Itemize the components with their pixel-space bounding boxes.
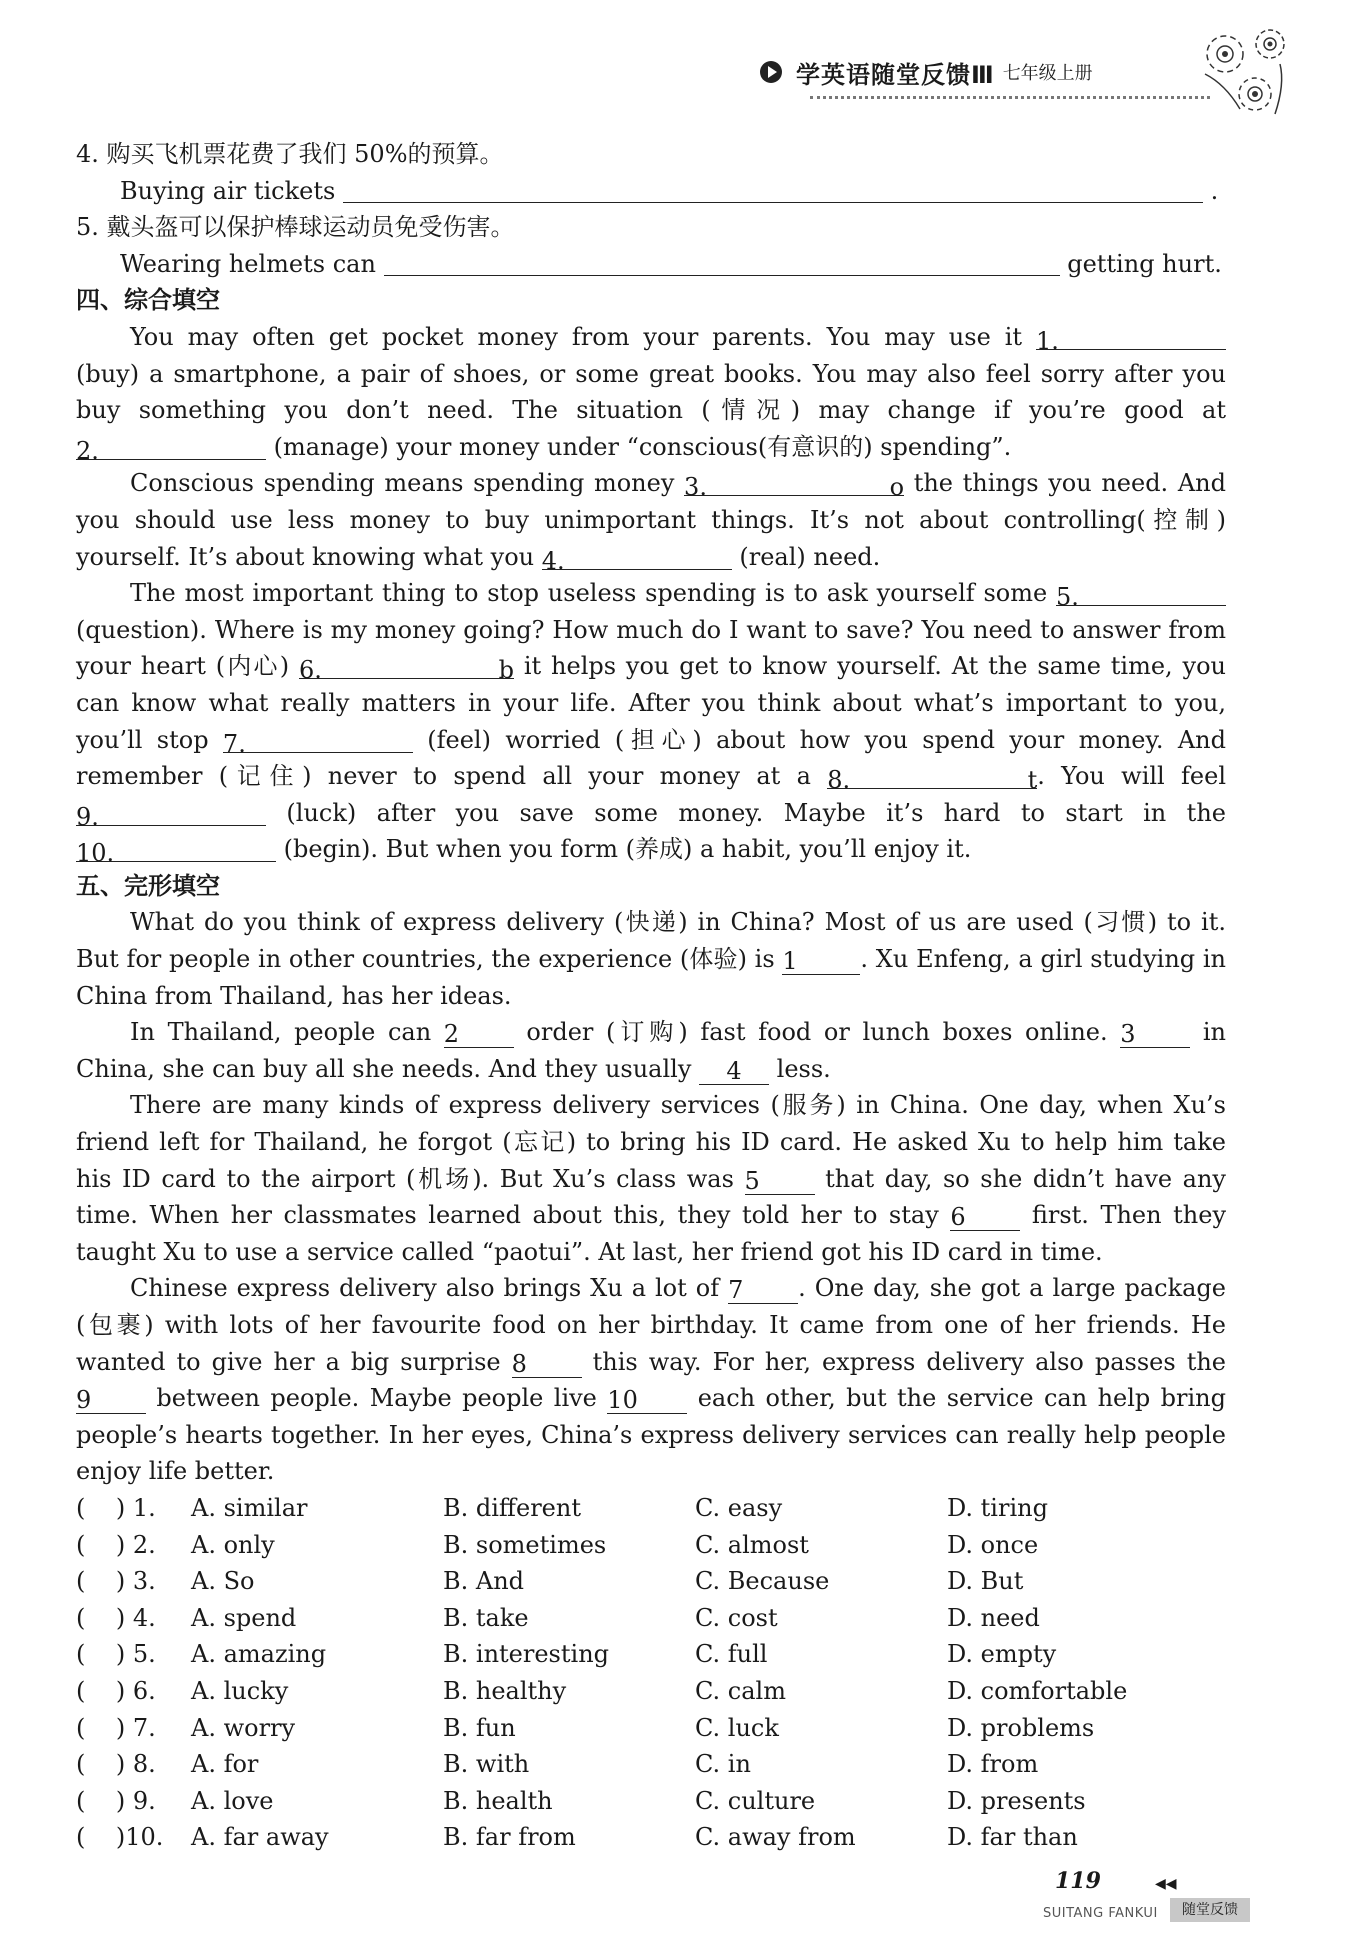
passage-line: In Thailand, people can 2 order (订购) fast food or lunch boxes online. 3 in xyxy=(130,1018,1226,1049)
option-c: C. culture xyxy=(695,1786,816,1815)
answer-blank[interactable] xyxy=(343,176,1203,203)
option-d: D. But xyxy=(947,1567,1024,1596)
passage-line: China, she can buy all she needs. And they usually 4 less. xyxy=(76,1054,831,1085)
option-a: A. for xyxy=(191,1750,259,1779)
passage-line: can know what really matters in your life. After you think about what’s important to you, xyxy=(76,688,1226,717)
options-list xyxy=(76,1490,1226,1856)
option-a: A. So xyxy=(191,1567,255,1596)
book-subtitle: 七年级上册 xyxy=(1002,63,1093,84)
passage-line: 9. (luck) after you save some money. Maybe it’s hard to start in the xyxy=(76,798,1226,831)
option-d: D. once xyxy=(947,1530,1039,1559)
passage-line: enjoy life better. xyxy=(76,1457,275,1486)
option-b: B. far from xyxy=(443,1823,576,1852)
answer-blank[interactable]: 8. t xyxy=(827,762,1037,789)
passage-line: 2. (manage) your money under “conscious(有意识的) spending”. xyxy=(76,432,1012,465)
passage-line: (buy) a smartphone, a pair of shoes, or some great books. You may also feel sorry after you xyxy=(76,359,1226,388)
option-c: C. calm xyxy=(695,1676,786,1705)
translation-item-4-en: Buying air tickets . xyxy=(120,176,1219,205)
option-b: B. sometimes xyxy=(443,1530,607,1559)
passage-line: yourself. It’s about knowing what you 4. (real) need. xyxy=(76,542,881,575)
cloze-blank[interactable]: 1 xyxy=(782,948,860,975)
passage-line: 10. (begin). But when you form (养成) a habit, you’ll enjoy it. xyxy=(76,835,972,868)
question-number[interactable]: ( ) 2. xyxy=(76,1530,156,1559)
passage-line: people’s hearts together. In her eyes, China’s express delivery services can really help people xyxy=(76,1420,1226,1449)
question-number[interactable]: ( ) 7. xyxy=(76,1713,156,1742)
question-number[interactable]: ( ) 9. xyxy=(76,1786,156,1815)
arrow-left-icon: ◀◀ xyxy=(1155,1876,1177,1892)
answer-blank[interactable]: 7. xyxy=(223,726,413,753)
option-row xyxy=(76,1746,1226,1783)
option-row xyxy=(76,1563,1226,1600)
book-title: 学英语随堂反馈Ⅲ xyxy=(796,60,995,89)
cloze-blank[interactable]: 8 xyxy=(512,1351,582,1378)
option-b: B. different xyxy=(443,1493,581,1522)
option-a: A. far away xyxy=(191,1823,329,1852)
page-header xyxy=(760,52,1093,92)
option-row xyxy=(76,1710,1226,1747)
passage-line: You may often get pocket money from your parents. You may use it 1. xyxy=(76,319,1226,356)
option-d: D. from xyxy=(947,1750,1039,1779)
question-number[interactable]: ( ) 6. xyxy=(76,1676,156,1705)
option-row xyxy=(76,1636,1226,1673)
passage-line: your heart (内心) 6. b it helps you get to know yourself. At the same time, you xyxy=(76,652,1226,685)
option-a: A. amazing xyxy=(191,1640,327,1669)
option-b: B. take xyxy=(443,1603,529,1632)
option-b: B. health xyxy=(443,1786,553,1815)
passage-line: China from Thailand, has her ideas. xyxy=(76,981,512,1010)
option-row xyxy=(76,1490,1226,1527)
passage-line: What do you think of express delivery (快递) in China? Most of us are used (习惯) to it. xyxy=(130,908,1226,937)
option-b: B. fun xyxy=(443,1713,516,1742)
question-number[interactable]: ( ) 3. xyxy=(76,1567,156,1596)
cloze-blank[interactable]: 3 xyxy=(1120,1021,1190,1048)
cloze-blank[interactable]: 6 xyxy=(950,1204,1020,1231)
footer-brand-cn: 随堂反馈 xyxy=(1170,1898,1250,1922)
question-number[interactable]: ( )10. xyxy=(76,1823,164,1852)
option-row xyxy=(76,1600,1226,1637)
option-c: C. in xyxy=(695,1750,751,1779)
cloze-blank[interactable]: 5 xyxy=(745,1168,815,1195)
option-d: D. problems xyxy=(947,1713,1095,1742)
section-title: 五、完形填空 xyxy=(76,871,220,900)
answer-blank[interactable] xyxy=(384,249,1060,276)
option-c: C. easy xyxy=(695,1493,783,1522)
answer-blank[interactable]: 9. xyxy=(76,799,266,826)
option-c: C. full xyxy=(695,1640,768,1669)
passage-line: wanted to give her a big surprise 8 this way. For her, express delivery also passes the xyxy=(76,1347,1226,1378)
header-divider xyxy=(810,96,1210,99)
option-a: A. only xyxy=(191,1530,275,1559)
option-row xyxy=(76,1819,1226,1856)
translation-item-4-cn: 4. 购买飞机票花费了我们 50%的预算。 xyxy=(76,140,504,168)
page-number: 119 xyxy=(1055,1868,1101,1894)
option-c: C. away from xyxy=(695,1823,856,1852)
passage-line: 9 between people. Maybe people live 10 each other, but the service can help bring xyxy=(76,1384,1227,1415)
option-b: B. with xyxy=(443,1750,530,1779)
passage-line: taught Xu to use a service called “paotui”. At last, her friend got his ID card in time. xyxy=(76,1237,1103,1266)
passage-line: his ID card to the airport (机场). But Xu’s class was 5 that day, so she didn’t have any xyxy=(76,1164,1226,1195)
cloze-blank[interactable]: 10 xyxy=(607,1387,687,1414)
question-number[interactable]: ( ) 5. xyxy=(76,1640,156,1669)
option-a: A. similar xyxy=(191,1493,308,1522)
passage-line: friend left for Thailand, he forgot (忘记) to bring his ID card. He asked Xu to help him take xyxy=(76,1128,1226,1157)
option-d: D. far than xyxy=(947,1823,1078,1852)
answer-blank[interactable]: 5. xyxy=(1056,579,1226,606)
answer-blank[interactable]: 4. xyxy=(542,543,732,570)
option-d: D. tiring xyxy=(947,1493,1048,1522)
option-b: B. And xyxy=(443,1567,525,1596)
option-a: A. lucky xyxy=(191,1676,289,1705)
answer-blank[interactable]: 3. o xyxy=(684,469,904,496)
passage-line: (包裹) with lots of her favourite food on her birthday. It came from one of her friends. He xyxy=(76,1311,1226,1339)
answer-blank[interactable]: 1. xyxy=(1036,323,1226,350)
play-icon xyxy=(760,61,782,83)
option-a: A. love xyxy=(191,1786,274,1815)
passage-line: (question). Where is my money going? How much do I want to save? You need to answer from xyxy=(76,615,1226,644)
option-b: B. interesting xyxy=(443,1640,610,1669)
option-row xyxy=(76,1673,1226,1710)
question-number[interactable]: ( ) 8. xyxy=(76,1750,156,1779)
passage-line: There are many kinds of express delivery services (服务) in China. One day, when Xu’s xyxy=(130,1091,1226,1120)
cloze-blank[interactable]: 4 xyxy=(699,1058,769,1085)
passage-line: you should use less money to buy unimportant things. It’s not about controlling(控制) xyxy=(76,505,1226,534)
answer-blank[interactable]: 10. xyxy=(76,835,276,862)
passage-line: Chinese express delivery also brings Xu a lot of 7 . One day, she got a large package xyxy=(130,1274,1227,1305)
option-c: C. cost xyxy=(695,1603,778,1632)
option-d: D. need xyxy=(947,1603,1040,1632)
passage-line: The most important thing to stop useless spending is to ask yourself some 5. xyxy=(76,575,1226,612)
passage-line: remember (记住) never to spend all your money at a 8. t. You will feel xyxy=(76,762,1226,795)
translation-item-5-en: Wearing helmets can getting hurt. xyxy=(120,249,1222,278)
option-row xyxy=(76,1783,1226,1820)
cloze-blank[interactable]: 9 xyxy=(76,1387,146,1414)
option-c: C. luck xyxy=(695,1713,779,1742)
footer-brand-en: SUITANG FANKUI xyxy=(1043,1906,1158,1921)
option-d: D. empty xyxy=(947,1640,1057,1669)
section-title: 四、综合填空 xyxy=(76,286,220,315)
option-b: B. healthy xyxy=(443,1676,567,1705)
question-number[interactable]: ( ) 1. xyxy=(76,1493,156,1522)
cloze-blank[interactable]: 7 xyxy=(728,1277,798,1304)
passage-line: Conscious spending means spending money 3. o the things you need. And xyxy=(130,469,1226,502)
answer-blank[interactable]: 6. b xyxy=(299,652,514,679)
passage-line: But for people in other countries, the experience (体验) is 1 . Xu Enfeng, a girl studying in xyxy=(76,945,1227,976)
option-c: C. Because xyxy=(695,1567,830,1596)
option-c: C. almost xyxy=(695,1530,809,1559)
option-d: D. presents xyxy=(947,1786,1086,1815)
passage-line: time. When her classmates learned about this, they told her to stay 6 first. Then they xyxy=(76,1201,1226,1232)
answer-blank[interactable]: 2. xyxy=(76,433,266,460)
option-d: D. comfortable xyxy=(947,1676,1128,1705)
passage-line: buy something you don’t need. The situation (情况) may change if you’re good at xyxy=(76,396,1226,425)
question-number[interactable]: ( ) 4. xyxy=(76,1603,156,1632)
page-content xyxy=(76,136,1226,1856)
cloze-blank[interactable]: 2 xyxy=(444,1021,514,1048)
flower-decoration-icon xyxy=(1185,14,1305,134)
passage-line: you’ll stop 7. (feel) worried (担心) about how you spend your money. And xyxy=(76,725,1226,758)
option-a: A. spend xyxy=(191,1603,297,1632)
translation-item-5-cn: 5. 戴头盔可以保护棒球运动员免受伤害。 xyxy=(76,213,515,242)
option-row xyxy=(76,1527,1226,1564)
option-a: A. worry xyxy=(191,1713,296,1742)
